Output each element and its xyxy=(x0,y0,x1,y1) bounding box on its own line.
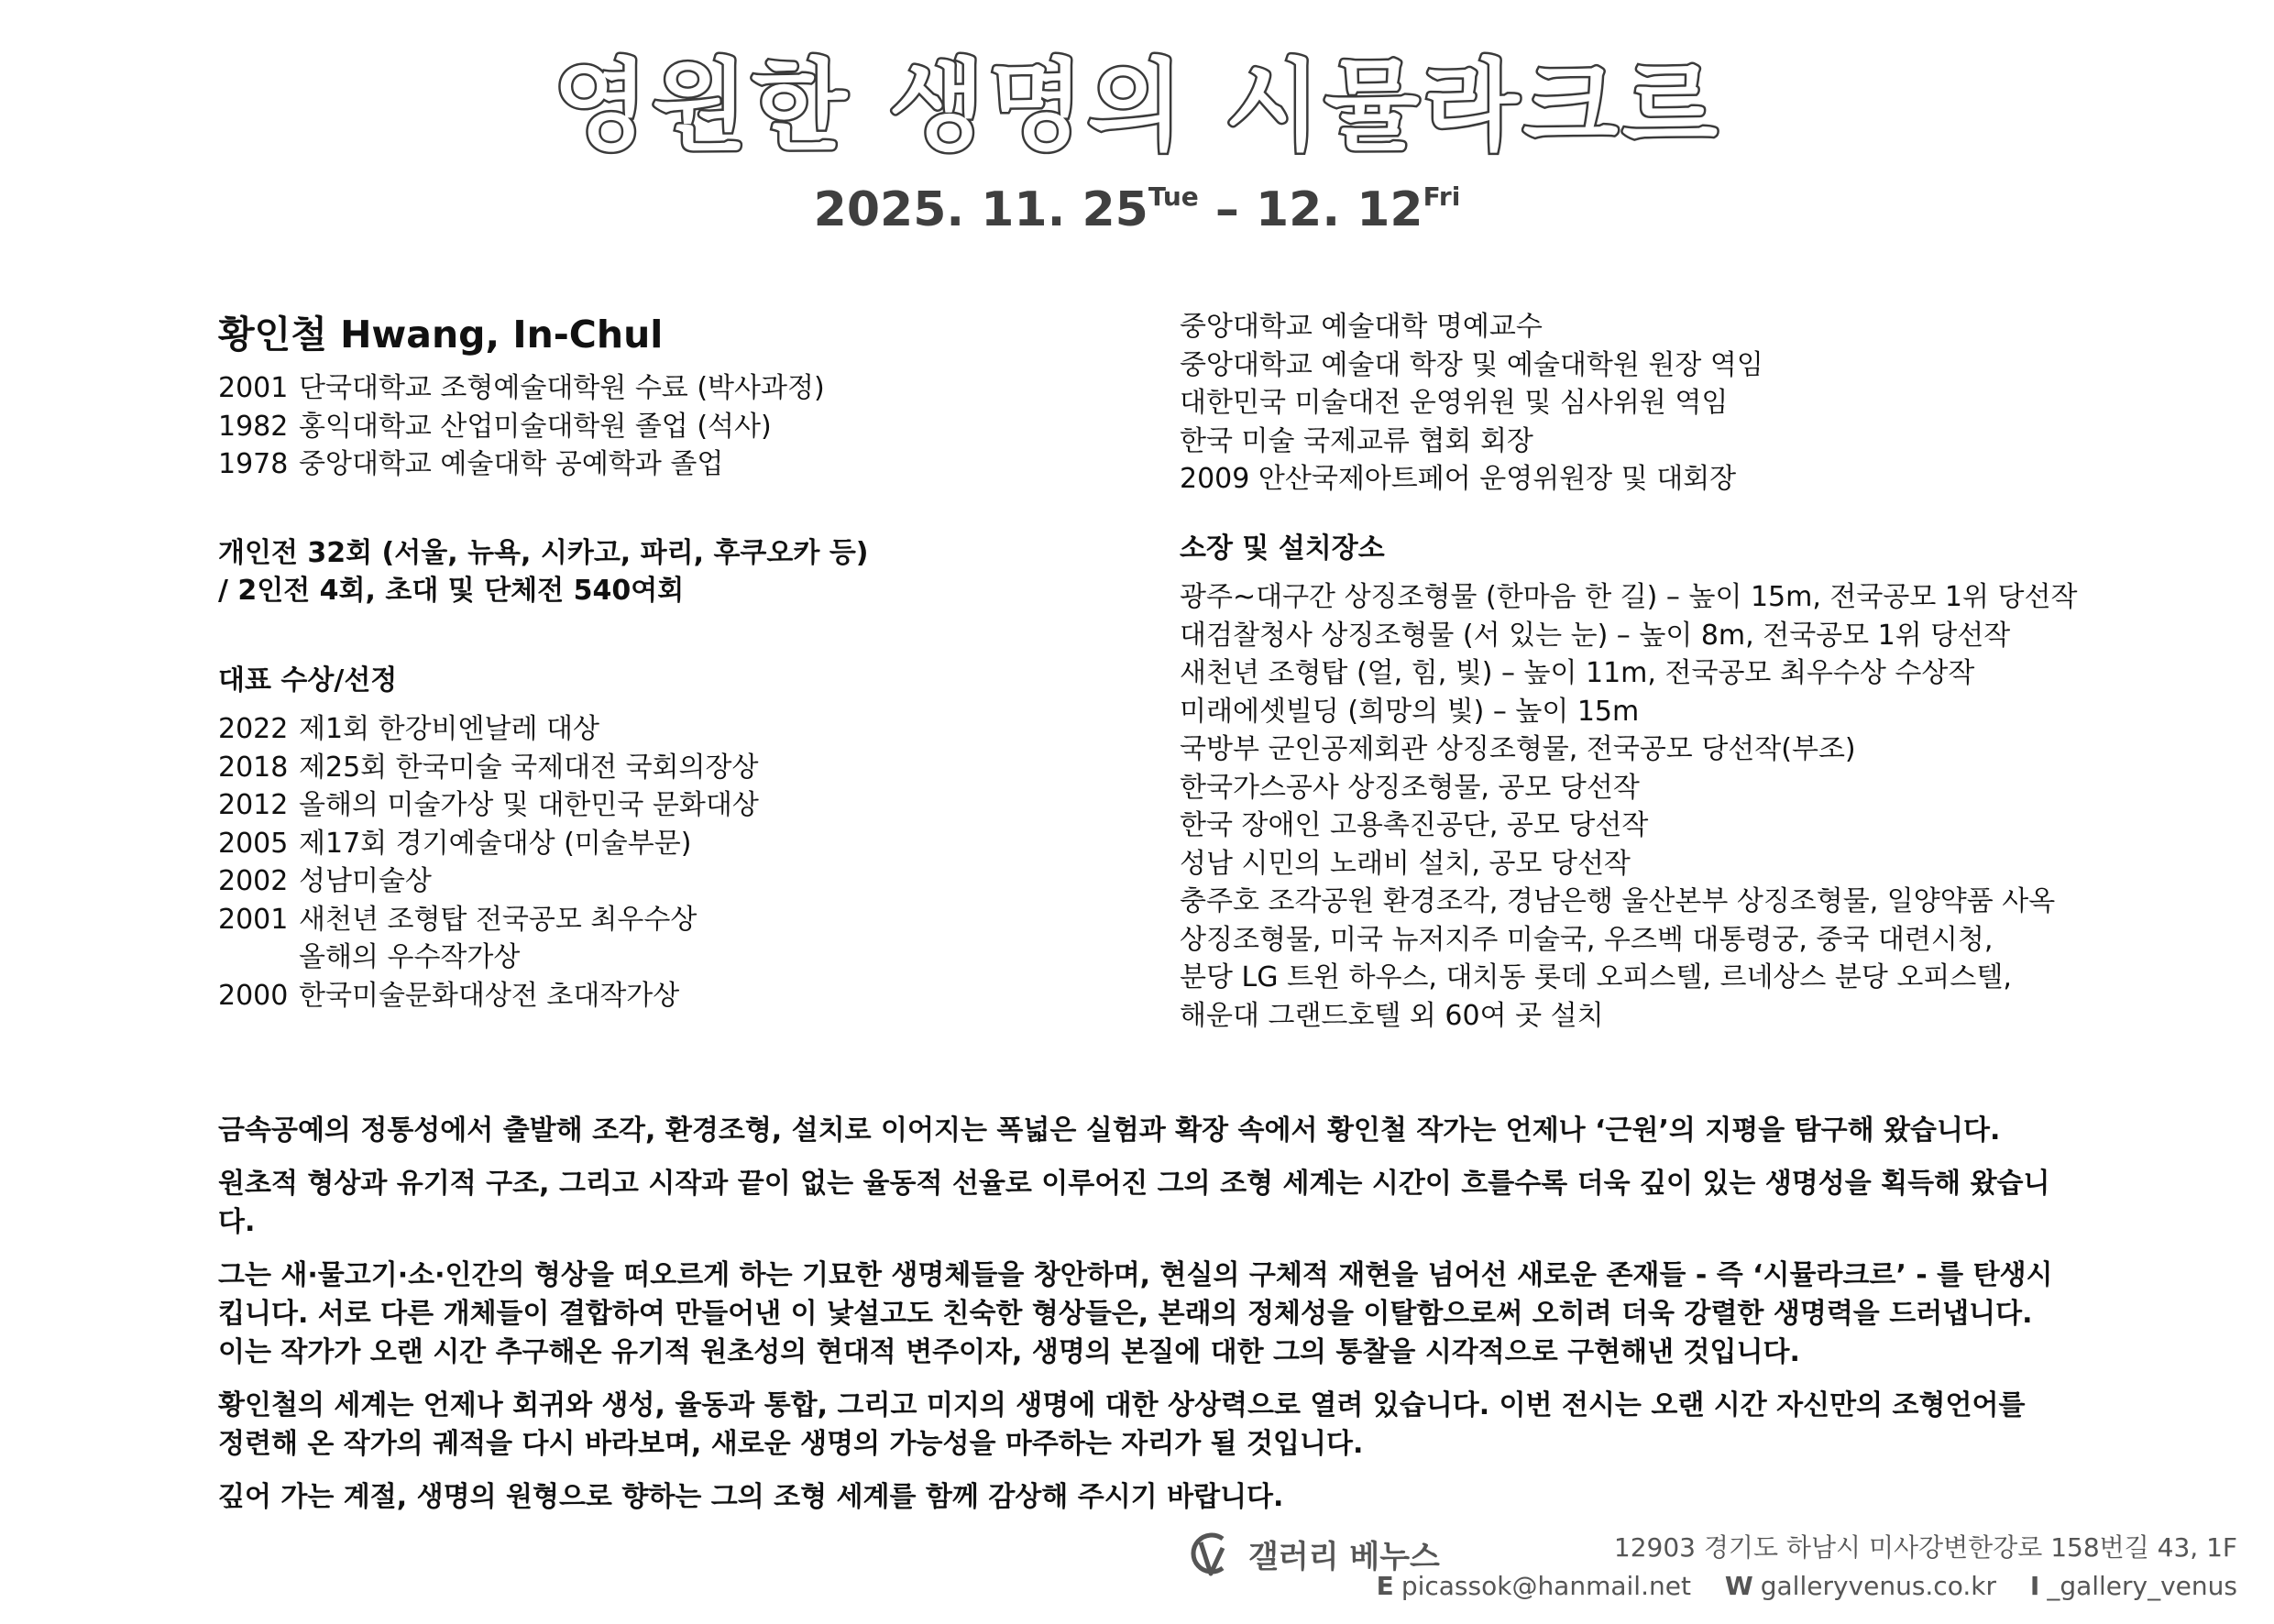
collection-item: 해운대 그랜드호텔 외 60여 곳 설치 xyxy=(1180,999,1604,1032)
web-label: W xyxy=(1724,1571,1753,1601)
email-link[interactable]: picassok@hanmail.net xyxy=(1401,1571,1691,1601)
education-item xyxy=(218,445,1144,484)
collection-item: 한국가스공사 상징조형물, 공모 당선작 xyxy=(1180,771,1640,804)
collection-item: 대검찰청사 상징조형물 (서 있는 눈) – 높이 8m, 전국공모 1위 당선작 xyxy=(1180,619,2011,652)
instagram-link[interactable]: _gallery_venus xyxy=(2047,1571,2237,1601)
education-text: 홍익대학교 산업미술대학원 졸업 (석사) xyxy=(299,410,772,443)
instagram-label: I xyxy=(2029,1571,2040,1601)
gallery-address: 12903 경기도 하남시 미사강변한강로 158번길 43, 1F xyxy=(1613,1532,2237,1563)
award-text: 한국미술문화대상전 초대작가상 xyxy=(299,979,680,1012)
position-item: 대한민국 미술대전 운영위원 및 심사위원 역임 xyxy=(1180,387,1729,419)
award-year: 2001 xyxy=(218,903,289,936)
gallery-gv-logo-icon xyxy=(1182,1526,1237,1581)
award-year: 2002 xyxy=(218,865,289,897)
education-text: 중앙대학교 예술대학 공예학과 졸업 xyxy=(299,448,724,480)
award-text: 올해의 우수작가상 xyxy=(299,941,521,973)
award-text: 성남미술상 xyxy=(299,865,432,897)
exhibition-description xyxy=(218,1112,2060,1531)
collection-item: 미래에셋빌딩 (희망의 빛) – 높이 15m xyxy=(1180,695,1640,728)
collection-item: 상징조형물, 미국 뉴저지주 미술국, 우즈벡 대통령궁, 중국 대련시청, xyxy=(1180,923,1994,956)
artist-name: 황인철 Hwang, In-Chul xyxy=(218,313,664,357)
end-date: 12. 12 xyxy=(1256,182,1423,237)
start-day: Tue xyxy=(1148,181,1199,212)
award-year: 2018 xyxy=(218,751,289,784)
position-item: 중앙대학교 예술대 학장 및 예술대학원 원장 역임 xyxy=(1180,348,1763,381)
description-paragraph: 황인철의 세계는 언제나 회귀와 생성, 율동과 통합, 그리고 미지의 생명에 대한 상상력으로 열려 있습니다. 이번 전시는 오랜 시간 자신만의 조형언어를 정련해 온 작가의 궤적을 다시 바라보며, 새로운 생명의 가능성을 마주하는 자리가 될 것입니다. xyxy=(218,1389,2026,1460)
gallery-contact xyxy=(1377,1529,2237,1606)
award-text: 제17회 경기예술대상 (미술부문) xyxy=(299,827,692,860)
collection-item: 광주~대구간 상징조형물 (한마음 한 길) – 높이 15m, 전국공모 1위 당선작 xyxy=(1180,581,2078,613)
award-text: 새천년 조형탑 전국공모 최우수상 xyxy=(299,903,698,936)
award-year: 2012 xyxy=(218,789,289,821)
award-item xyxy=(218,977,1144,1015)
award-year xyxy=(218,938,299,977)
collection-item: 충주호 조각공원 환경조각, 경남은행 울산본부 상징조형물, 일양약품 사옥 xyxy=(1180,885,2056,917)
award-item xyxy=(218,862,1144,901)
award-item xyxy=(218,901,1144,939)
exhibitions-summary xyxy=(218,534,1144,610)
collections-list xyxy=(1180,578,2215,1035)
award-year: 2000 xyxy=(218,979,289,1012)
education-list xyxy=(218,369,1144,484)
education-text: 단국대학교 조형예술대학원 수료 (박사과정) xyxy=(299,372,825,404)
education-item xyxy=(218,408,1144,446)
award-item xyxy=(218,749,1144,787)
date-dash: – xyxy=(1214,182,1239,237)
education-year: 2001 xyxy=(218,372,289,404)
award-year: 2022 xyxy=(218,713,289,745)
award-text: 제25회 한국미술 국제대전 국회의장상 xyxy=(299,751,759,784)
collection-item: 성남 시민의 노래비 설치, 공모 당선작 xyxy=(1180,847,1631,880)
gallery-name: 갤러리 베누스 xyxy=(1248,1538,1440,1575)
position-item: 2009 안산국제아트페어 운영위원장 및 대회장 xyxy=(1180,463,1737,495)
description-paragraph: 깊어 가는 계절, 생명의 원형으로 향하는 그의 조형 세계를 함께 감상해 주시기 바랍니다. xyxy=(218,1481,1284,1513)
description-paragraph: 원초적 형상과 유기적 구조, 그리고 시작과 끝이 없는 율동적 선율로 이루어진 그의 조형 세계는 시간이 흐를수록 더욱 깊이 있는 생명성을 획득해 왔습니다. xyxy=(218,1168,2050,1238)
award-year: 2005 xyxy=(218,827,289,860)
positions-list xyxy=(1180,308,2215,499)
awards-heading: 대표 수상/선정 xyxy=(218,664,398,697)
artist-profile-right-column xyxy=(1180,308,2215,1035)
award-text: 올해의 미술가상 및 대한민국 문화대상 xyxy=(299,789,759,821)
exhibition-title: 영원한 생명의 시뮬라크르 xyxy=(553,49,1721,164)
award-item xyxy=(218,710,1144,749)
exhibitions-line: / 2인전 4회, 초대 및 단체전 540여회 xyxy=(218,575,685,607)
collection-item: 새천년 조형탑 (얼, 힘, 빛) – 높이 11m, 전국공모 최우수상 수상작 xyxy=(1180,657,1975,689)
exhibition-dates xyxy=(0,181,2274,238)
award-item xyxy=(218,825,1144,863)
education-year: 1978 xyxy=(218,448,289,480)
collection-item: 국방부 군인공제회관 상징조형물, 전국공모 당선작(부조) xyxy=(1180,733,1856,765)
email-label: E xyxy=(1376,1571,1394,1601)
artist-profile-left-column xyxy=(218,307,1144,1015)
collections-heading: 소장 및 설치장소 xyxy=(1180,532,1385,565)
position-item: 한국 미술 국제교류 협회 회장 xyxy=(1180,424,1533,457)
education-year: 1982 xyxy=(218,410,289,443)
education-item xyxy=(218,369,1144,408)
gallery-contact-line xyxy=(1377,1567,2237,1606)
collection-item: 분당 LG 트윈 하우스, 대치동 롯데 오피스텔, 르네상스 분당 오피스텔, xyxy=(1180,961,2012,993)
awards-list xyxy=(218,710,1144,1015)
description-paragraph: 금속공예의 정통성에서 출발해 조각, 환경조형, 설치로 이어지는 폭넓은 실험과 확장 속에서 황인철 작가는 언제나 ‘근원’의 지평을 탐구해 왔습니다. xyxy=(218,1114,2001,1147)
end-day: Fri xyxy=(1423,181,1461,212)
award-item xyxy=(218,938,1144,977)
exhibitions-line: 개인전 32회 (서울, 뉴욕, 시카고, 파리, 후쿠오카 등) xyxy=(218,536,869,569)
description-paragraph: 그는 새·물고기·소·인간의 형상을 떠오르게 하는 기묘한 생명체들을 창안하며, 현실의 구체적 재현을 넘어선 새로운 존재들 - 즉 ‘시뮬라크르’ - 를 탄생시킵니다. 서로 다른 개체들이 결합하여 만들어낸 이 낯설고도 친숙한 형상들은, 본래의 정체성을 이탈함으로써 오히려 더욱 강렬한 생명력을 드러냅니다. 이는 작가가 오랜 시간 추구해온 유기적 원초성의 현대적 변주이자, 생명의 본질에 대한 그의 통찰을 시각적으로 구현해낸 것입니다. xyxy=(218,1259,2053,1368)
award-item xyxy=(218,786,1144,825)
collection-item: 한국 장애인 고용촉진공단, 공모 당선작 xyxy=(1180,809,1649,841)
award-text: 제1회 한강비엔날레 대상 xyxy=(299,713,599,745)
position-item: 중앙대학교 예술대학 명예교수 xyxy=(1180,311,1543,343)
start-date: 2025. 11. 25 xyxy=(813,182,1148,237)
website-link[interactable]: galleryvenus.co.kr xyxy=(1760,1571,1996,1601)
